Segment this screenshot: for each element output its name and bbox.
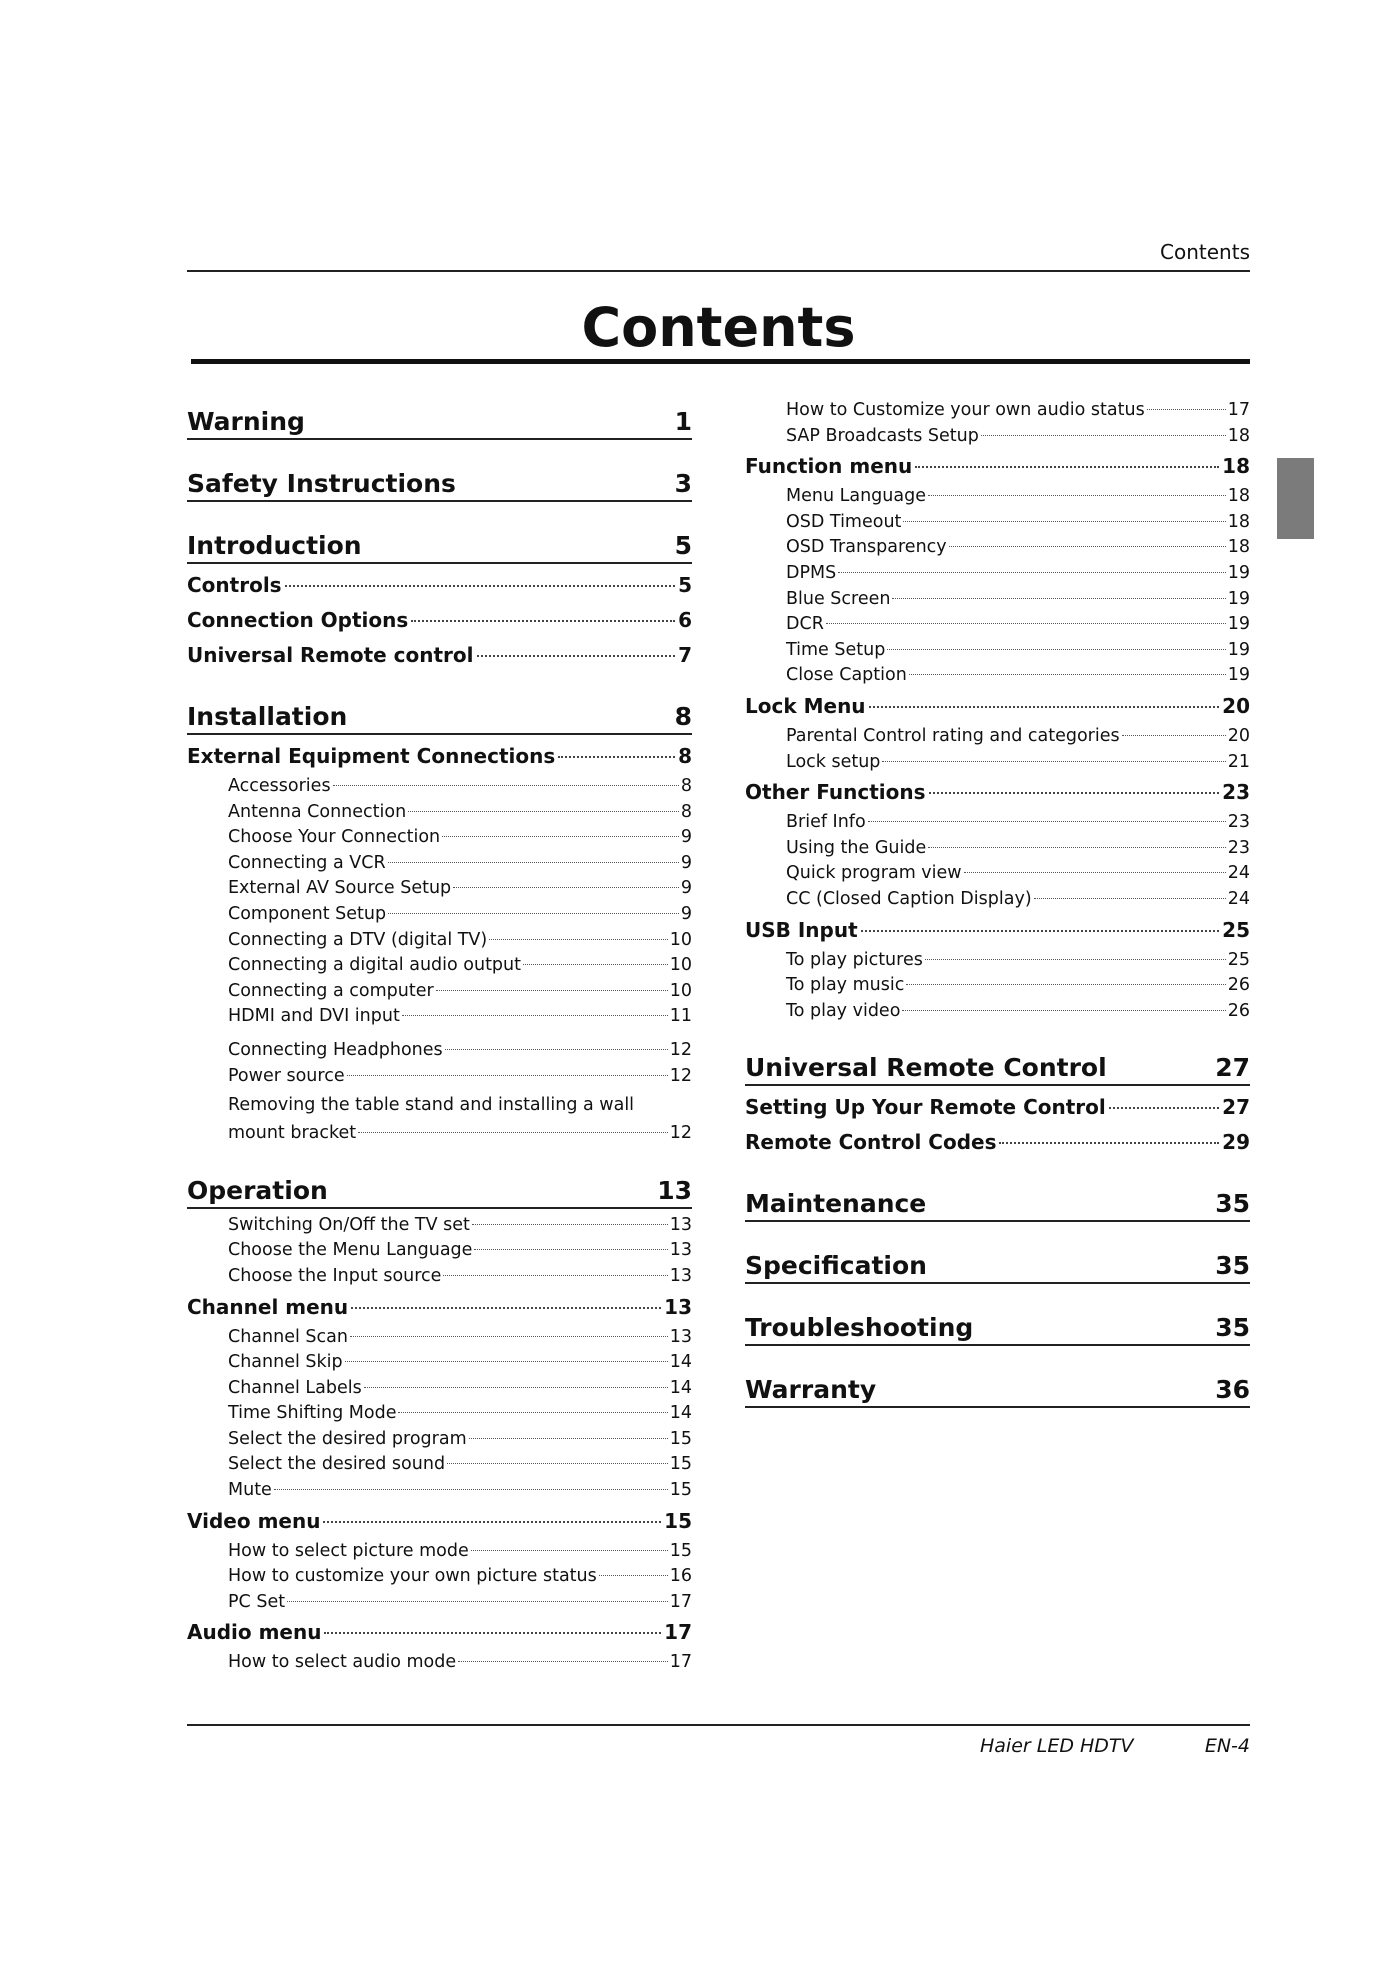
toc-item[interactable]: Brief Info 23 — [786, 812, 1250, 833]
toc-item[interactable]: To play music 26 — [786, 975, 1250, 996]
section-label: Warranty — [745, 1375, 877, 1405]
footer-rule — [187, 1724, 1250, 1726]
toc-item[interactable]: Connecting a digital audio output 10 — [228, 955, 692, 976]
section-page: 5 — [674, 531, 692, 560]
toc-item[interactable]: Close Caption 19 — [786, 665, 1250, 686]
toc-item[interactable]: Component Setup 9 — [228, 903, 692, 924]
toc-section-safety[interactable] — [187, 462, 692, 502]
toc-item[interactable]: Time Shifting Mode 14 — [228, 1403, 692, 1424]
toc-item[interactable]: OSD Timeout 18 — [786, 511, 1250, 532]
toc-entry[interactable]: Connection Options 6 — [187, 608, 692, 632]
section-page: 8 — [674, 702, 692, 731]
section-page: 36 — [1215, 1375, 1250, 1405]
toc-item[interactable]: Menu Language 18 — [786, 486, 1250, 507]
toc-item[interactable]: Choose the Menu Language 13 — [228, 1240, 692, 1261]
toc-item[interactable]: Time Setup 19 — [786, 639, 1250, 660]
section-page: 35 — [1215, 1313, 1250, 1343]
section-tab-marker — [1277, 458, 1314, 539]
toc-item[interactable]: Channel Skip 14 — [228, 1352, 692, 1373]
toc-left-column — [187, 400, 692, 1676]
section-label: Maintenance — [745, 1189, 927, 1219]
section-label: Universal Remote Control — [745, 1053, 1107, 1083]
toc-item[interactable]: How to customize your own picture status 16 — [228, 1566, 692, 1587]
footer-brand: Haier LED HDTV — [980, 1735, 1134, 1757]
toc-item[interactable]: Select the desired sound 15 — [228, 1454, 692, 1475]
toc-entry[interactable]: External Equipment Connections 8 — [187, 744, 692, 768]
running-header: Contents — [1160, 240, 1250, 264]
toc-item-wrapped-line1[interactable]: Removing the table stand and installing a wall — [228, 1095, 635, 1116]
toc-item[interactable]: Power source 12 — [228, 1065, 692, 1086]
toc-entry[interactable]: Controls 5 — [187, 573, 692, 597]
toc-item[interactable]: Connecting a DTV (digital TV) 10 — [228, 929, 692, 950]
section-label: Troubleshooting — [745, 1313, 974, 1343]
toc-item[interactable]: SAP Broadcasts Setup 18 — [786, 425, 1250, 446]
footer-page-number: EN-4 — [1204, 1735, 1250, 1757]
toc-section-maintenance[interactable] — [745, 1182, 1250, 1222]
toc-item[interactable]: To play pictures 25 — [786, 949, 1250, 970]
toc-section-operation[interactable] — [187, 1169, 692, 1209]
toc-item[interactable]: How to select audio mode 17 — [228, 1652, 692, 1673]
toc-item[interactable]: Select the desired program 15 — [228, 1428, 692, 1449]
section-page: 27 — [1215, 1053, 1250, 1083]
toc-item[interactable]: External AV Source Setup 9 — [228, 878, 692, 899]
toc-item[interactable]: Mute 15 — [228, 1480, 692, 1501]
toc-item[interactable]: OSD Transparency 18 — [786, 537, 1250, 558]
toc-item[interactable]: Connecting a VCR 9 — [228, 852, 692, 873]
section-page: 3 — [674, 469, 692, 498]
section-page: 13 — [657, 1175, 692, 1205]
section-page: 35 — [1215, 1251, 1250, 1281]
toc-entry[interactable]: Remote Control Codes 29 — [745, 1130, 1250, 1155]
section-page: 35 — [1215, 1189, 1250, 1219]
toc-section-introduction[interactable] — [187, 524, 692, 564]
title-rule — [191, 359, 1250, 364]
toc-entry[interactable]: Function menu 18 — [745, 454, 1250, 479]
toc-section-troubleshooting[interactable] — [745, 1306, 1250, 1346]
toc-section-warning[interactable] — [187, 400, 692, 440]
toc-section-specification[interactable] — [745, 1244, 1250, 1284]
toc-right-column — [745, 398, 1250, 1408]
toc-entry[interactable]: Lock Menu 20 — [745, 693, 1250, 718]
toc-item[interactable]: To play video 26 — [786, 1000, 1250, 1021]
section-label: Introduction — [187, 531, 362, 560]
toc-item[interactable]: Using the Guide 23 — [786, 837, 1250, 858]
toc-item[interactable]: Choose the Input source 13 — [228, 1265, 692, 1286]
toc-item[interactable]: PC Set 17 — [228, 1591, 692, 1612]
toc-entry[interactable]: Audio menu 17 — [187, 1620, 692, 1645]
toc-item[interactable]: DPMS 19 — [786, 562, 1250, 583]
toc-item[interactable]: Channel Scan 13 — [228, 1326, 692, 1347]
section-label: Safety Instructions — [187, 469, 456, 498]
header-rule — [187, 270, 1250, 272]
toc-item[interactable]: Quick program view 24 — [786, 863, 1250, 884]
toc-entry[interactable]: Channel menu 13 — [187, 1294, 692, 1319]
section-page: 1 — [674, 407, 692, 436]
toc-entry[interactable]: Other Functions 23 — [745, 780, 1250, 805]
toc-item[interactable]: Connecting Headphones 12 — [228, 1039, 692, 1060]
toc-item[interactable]: Lock setup 21 — [786, 751, 1250, 772]
toc-item[interactable]: Switching On/Off the TV set 13 — [228, 1214, 692, 1235]
toc-item[interactable]: Parental Control rating and categories 20 — [786, 725, 1250, 746]
toc-entry[interactable]: USB Input 25 — [745, 917, 1250, 942]
toc-item[interactable]: DCR 19 — [786, 614, 1250, 635]
toc-item[interactable]: Accessories 8 — [228, 776, 692, 796]
toc-section-installation[interactable] — [187, 695, 692, 735]
page-title: Contents — [581, 296, 856, 359]
toc-item[interactable]: How to Customize your own audio status 17 — [786, 400, 1250, 420]
toc-item[interactable]: Choose Your Connection 9 — [228, 827, 692, 848]
toc-section-universal-remote[interactable] — [745, 1046, 1250, 1086]
toc-entry[interactable]: Video menu 15 — [187, 1508, 692, 1533]
section-label: Operation — [187, 1175, 328, 1205]
toc-item[interactable]: How to select picture mode 15 — [228, 1540, 692, 1561]
toc-item[interactable]: HDMI and DVI input 11 — [228, 1006, 692, 1027]
section-label: Warning — [187, 407, 305, 436]
toc-item[interactable]: Channel Labels 14 — [228, 1377, 692, 1398]
toc-item[interactable]: Antenna Connection 8 — [228, 801, 692, 822]
toc-entry[interactable]: Setting Up Your Remote Control 27 — [745, 1095, 1250, 1120]
toc-item[interactable]: Blue Screen 19 — [786, 588, 1250, 609]
section-label: Installation — [187, 702, 348, 731]
section-label: Specification — [745, 1251, 927, 1281]
toc-item[interactable]: CC (Closed Caption Display) 24 — [786, 888, 1250, 909]
toc-entry[interactable]: Universal Remote control 7 — [187, 643, 692, 667]
toc-item[interactable]: Connecting a computer 10 — [228, 980, 692, 1001]
toc-item-wrapped-line2[interactable]: mount bracket 12 — [228, 1123, 692, 1144]
toc-section-warranty[interactable] — [745, 1368, 1250, 1408]
